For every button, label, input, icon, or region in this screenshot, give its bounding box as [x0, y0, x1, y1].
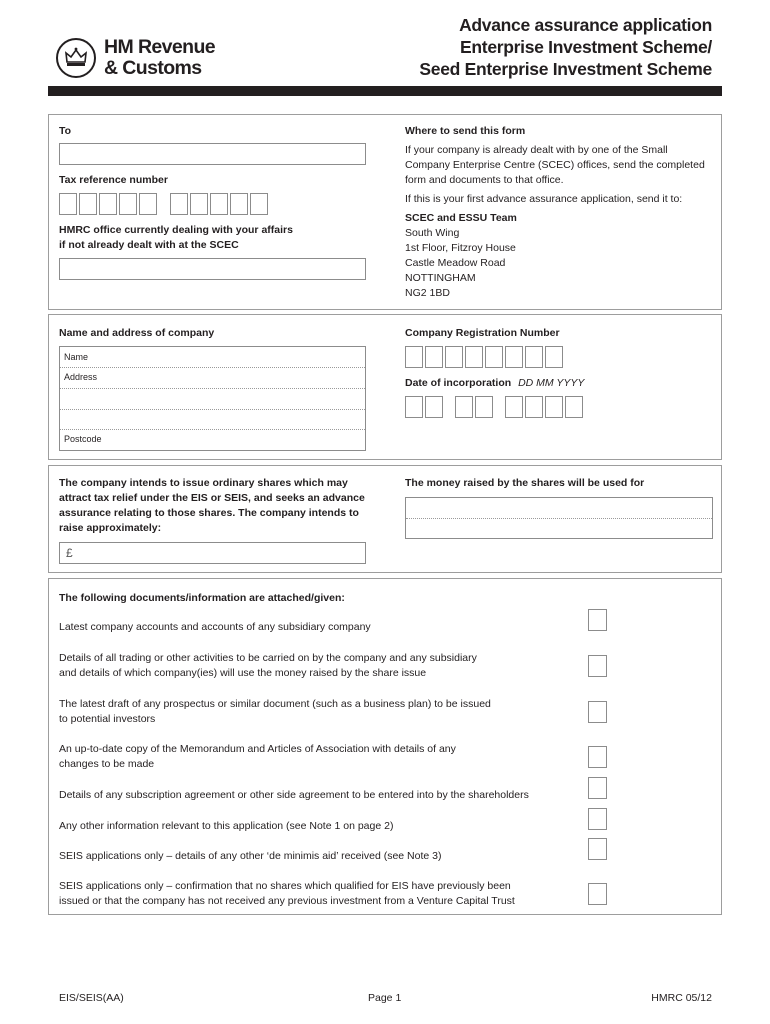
document-item: The latest draft of any prospectus or similar document (such as a business plan) to be issued to potential investors — [59, 698, 491, 725]
form-code: EIS/SEIS(AA) — [59, 992, 124, 1004]
postcode-label: Postcode — [64, 434, 102, 444]
document-item: Details of any subscription agreement or other side agreement to be entered into by the shareholders — [59, 789, 529, 801]
page-number: Page 1 — [368, 992, 402, 1004]
subscription-checkbox[interactable] — [588, 777, 607, 799]
where-to-send-heading: Where to send this form — [405, 125, 526, 137]
seis-confirmation-checkbox[interactable] — [588, 883, 607, 905]
documents-heading: The following documents/information are attached/given: — [59, 592, 345, 604]
intends-text: The company intends to issue ordinary shares which may attract tax relief under the EIS or SEIS, and seeks an advance assurance relating to those shares. The company intends to raise approximately: — [59, 477, 365, 534]
prospectus-checkbox[interactable] — [588, 701, 607, 723]
form-version: HMRC 05/12 — [651, 992, 712, 1004]
company-label: Name and address of company — [59, 327, 215, 339]
document-item: Details of all trading or other activities to be carried on by the company and any subsidiary and details of which company(ies) will use the money raised by the share issue — [59, 652, 477, 679]
document-item: SEIS applications only – confirmation that no shares which qualified for EIS have previously been issued or that the company has not received any previous investment from a Venture Capital Trust — [59, 880, 515, 907]
name-label: Name — [64, 352, 89, 362]
company-name-input[interactable] — [60, 347, 365, 367]
address-label: Address — [64, 372, 98, 382]
header-rule — [48, 86, 722, 96]
tax-ref-input[interactable] — [59, 193, 279, 217]
hmrc-logo-text — [104, 37, 215, 79]
de-minimis-checkbox[interactable] — [588, 838, 607, 860]
accounts-checkbox[interactable] — [588, 609, 607, 631]
incorporation-date-input[interactable] — [405, 396, 585, 420]
memorandum-checkbox[interactable] — [588, 746, 607, 768]
pound-sign: £ — [66, 546, 73, 560]
activities-checkbox[interactable] — [588, 655, 607, 677]
amount-input[interactable] — [59, 542, 366, 564]
page-title: Advance assurance application Enterprise Investment Scheme/ Seed Enterprise Investment Scheme — [419, 15, 712, 79]
to-label: To — [59, 125, 72, 137]
hmrc-office-label: HMRC office currently dealing with your affairs if not already dealt with at the SCEC — [59, 224, 293, 251]
first-application-text: If this is your first advance assurance application, send it to: — [405, 193, 683, 205]
money-use-label: The money raised by the shares will be used for — [405, 477, 645, 489]
document-item: Any other information relevant to this application (see Note 1 on page 2) — [59, 820, 394, 832]
to-input[interactable] — [59, 143, 366, 165]
other-info-checkbox[interactable] — [588, 808, 607, 830]
logo-line1: HM Revenue — [104, 36, 216, 58]
hmrc-office-input[interactable] — [59, 258, 366, 280]
incorporation-format: DD MM YYYY — [518, 377, 585, 389]
where-to-send-paragraph: If your company is already dealt with by one of the Small Company Enterprise Centre (SCEC) offices, send the completed form and documents to that office. — [405, 144, 705, 186]
crn-label: Company Registration Number — [405, 327, 560, 339]
document-item: An up-to-date copy of the Memorandum and Articles of Association with details of any changes to be made — [59, 743, 456, 770]
postal-address: SCEC and ESSU Team South Wing 1st Floor, Fitzroy House Castle Meadow Road NOTTINGHAM NG2 1BD — [405, 212, 517, 299]
company-address-input[interactable] — [60, 367, 365, 429]
document-item: SEIS applications only – details of any other ‘de minimis aid’ received (see Note 3) — [59, 850, 442, 862]
incorporation-label: Date of incorporation DD MM YYYY — [405, 377, 585, 389]
money-use-input[interactable] — [405, 497, 713, 539]
crown-crest-icon — [56, 38, 96, 78]
logo-line2: & Customs — [104, 57, 202, 79]
company-address-block — [59, 346, 366, 451]
tax-ref-label: Tax reference number — [59, 174, 168, 186]
postcode-input[interactable] — [60, 429, 365, 450]
document-item: Latest company accounts and accounts of any subsidiary company — [59, 621, 371, 633]
crn-input[interactable] — [405, 346, 567, 370]
